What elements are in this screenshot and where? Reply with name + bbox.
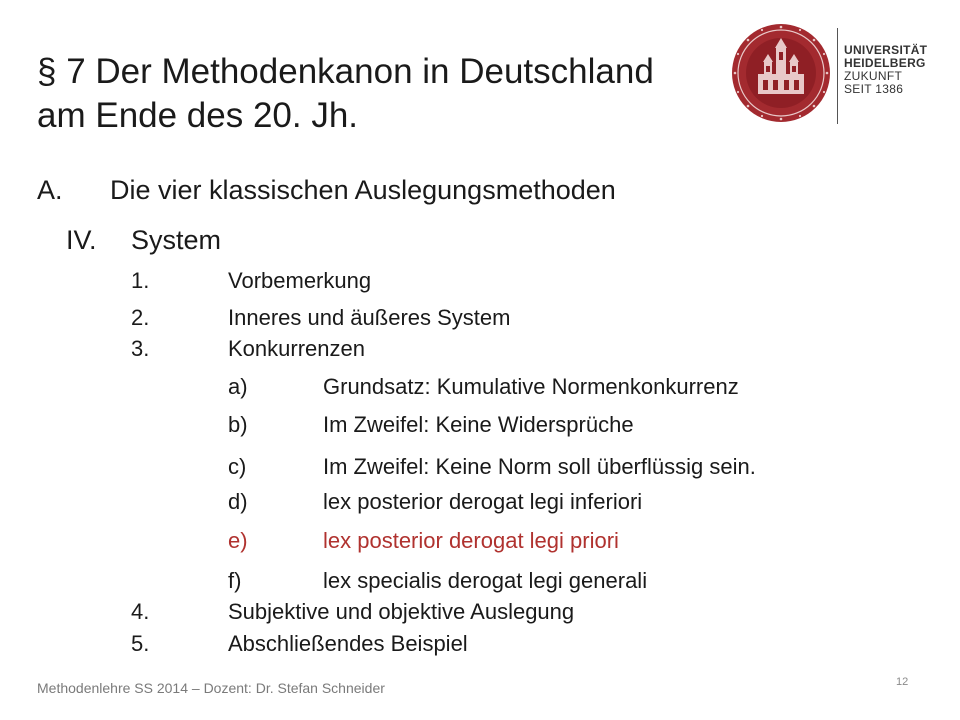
university-logo — [730, 22, 930, 132]
outline-heading-a — [37, 174, 737, 206]
sub-list-item — [228, 374, 868, 400]
logo-wordmark — [844, 44, 927, 96]
list-item — [131, 631, 731, 657]
outline-text: Die vier klassischen Auslegungsmethoden — [110, 175, 616, 205]
sub-list-item-marker: e) — [228, 528, 248, 553]
list-item-marker: 2. — [131, 305, 150, 330]
list-item — [131, 268, 631, 294]
outline-heading-iv — [66, 224, 466, 256]
logo-line-seit: SEIT 1386 — [844, 82, 904, 96]
list-item-text: Subjektive und objektive Auslegung — [228, 599, 575, 624]
sub-list-item — [228, 454, 868, 480]
slide-title-line-2: am Ende des 20. Jh. — [37, 96, 359, 135]
sub-list-item-marker: f) — [228, 568, 242, 593]
sub-list-item-text: lex specialis derogat legi generali — [323, 568, 648, 593]
sub-list-item-marker: b) — [228, 412, 248, 437]
list-item-text: Abschließendes Beispiel — [228, 631, 468, 656]
logo-divider — [837, 28, 838, 124]
list-item — [131, 336, 631, 362]
list-item — [131, 305, 631, 331]
sub-list-item-marker: c) — [228, 454, 247, 479]
logo-line-universitaet: UNIVERSITÄT — [844, 43, 928, 57]
list-item-marker: 5. — [131, 631, 150, 656]
sub-list-item-text: lex posterior derogat legi priori — [323, 528, 619, 553]
sub-list-item-text: Im Zweifel: Keine Widersprüche — [323, 412, 634, 437]
sub-list-item-highlighted — [228, 528, 868, 554]
sub-list-item — [228, 568, 868, 594]
list-item-marker: 1. — [131, 268, 150, 293]
sub-list-item-marker: a) — [228, 374, 248, 399]
list-item — [131, 599, 731, 625]
list-item-text: Inneres und äußeres System — [228, 305, 511, 330]
slide-footer: Methodenlehre SS 2014 – Dozent: Dr. Stefan Schneider — [37, 680, 385, 696]
page-number: 12 — [896, 676, 909, 688]
list-item-marker: 4. — [131, 599, 150, 624]
logo-line-zukunft: ZUKUNFT — [844, 69, 903, 83]
outline-marker: A. — [37, 175, 63, 205]
university-seal-icon — [730, 22, 832, 124]
list-item-marker: 3. — [131, 336, 150, 361]
outline-marker: IV. — [66, 225, 97, 255]
list-item-text: Konkurrenzen — [228, 336, 365, 361]
sub-list-item — [228, 412, 868, 438]
slide-title — [37, 50, 697, 138]
sub-list-item-text: lex posterior derogat legi inferiori — [323, 489, 643, 514]
logo-line-heidelberg: HEIDELBERG — [844, 56, 926, 70]
sub-list-item-marker: d) — [228, 489, 248, 514]
slide-title-line-1: § 7 Der Methodenkanon in Deutschland — [37, 52, 654, 91]
sub-list-item-text: Grundsatz: Kumulative Normenkonkurrenz — [323, 374, 739, 399]
list-item-text: Vorbemerkung — [228, 268, 372, 293]
sub-list-item — [228, 489, 868, 515]
sub-list-item-text: Im Zweifel: Keine Norm soll überflüssig sein. — [323, 454, 756, 479]
outline-text: System — [131, 225, 222, 255]
